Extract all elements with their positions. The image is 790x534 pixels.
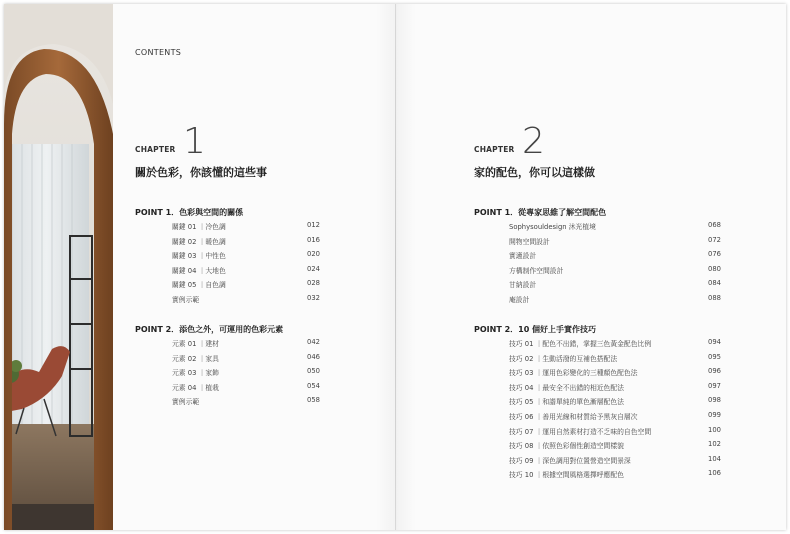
point-1-title: POINT 1．從專家思維了解空間配色 xyxy=(474,208,607,217)
toc-entry-label: 實適設計 xyxy=(509,252,537,261)
toc-entry-page: 076 xyxy=(708,250,721,259)
toc-entry-label: 關鍵 03 ｜中性色 xyxy=(172,252,226,261)
toc-entry-label: 技巧 05 ｜和諧單純的單色漸層配色法 xyxy=(509,398,624,407)
toc-entry-label: 關鍵 04 ｜大地色 xyxy=(172,266,226,275)
chapter-1-heading xyxy=(135,116,255,162)
chapter-word: CHAPTER xyxy=(135,145,176,154)
toc-entry-label: 實例示範 xyxy=(172,398,200,407)
toc-entry-label: 元素 04 ｜植栽 xyxy=(172,383,219,392)
toc-entry-page: 068 xyxy=(708,221,721,229)
toc-entry[interactable] xyxy=(172,265,324,280)
toc-entry[interactable] xyxy=(509,440,724,455)
toc-entry-label: 技巧 10 ｜根據空間風格選擇呼應配色 xyxy=(509,471,624,480)
toc-entry-page: 088 xyxy=(708,293,721,302)
toc-entry-label: 方構制作空間設計 xyxy=(509,266,564,275)
toc-entry-page: 100 xyxy=(708,425,721,434)
toc-entry-page: 084 xyxy=(708,279,721,288)
toc-entry-label: 庵設計 xyxy=(509,295,530,304)
toc-entry-label: Sophysouldesign 沐光植境 xyxy=(509,223,596,231)
toc-entry-label: 元素 01 ｜建材 xyxy=(172,340,219,348)
point-1-title: POINT 1．色彩與空間的關係 xyxy=(135,208,244,217)
toc-entry-label: 關鍵 01 ｜冷色調 xyxy=(172,223,226,231)
toc-entry-page: 102 xyxy=(708,440,721,449)
toc-entry[interactable] xyxy=(172,236,324,251)
toc-entry-page: 099 xyxy=(708,410,721,419)
toc-entry[interactable] xyxy=(509,221,724,236)
chapter-word: CHAPTER xyxy=(474,145,515,154)
toc-entry[interactable] xyxy=(509,426,724,441)
toc-entry-page: 012 xyxy=(307,221,320,229)
chapter-2-title: 家的配色，你可以這樣做 xyxy=(474,166,595,179)
toc-entry-page: 080 xyxy=(708,264,721,273)
chapter-number: 1 xyxy=(183,121,206,162)
point-1-list xyxy=(172,221,324,309)
toc-entry[interactable] xyxy=(172,367,324,382)
toc-entry[interactable] xyxy=(509,294,724,309)
toc-entry[interactable] xyxy=(172,221,324,236)
toc-entry[interactable] xyxy=(172,382,324,397)
toc-entry[interactable] xyxy=(509,353,724,368)
toc-entry-page: 098 xyxy=(708,396,721,405)
toc-entry-label: 元素 02 ｜家具 xyxy=(172,354,219,363)
toc-entry-page: 046 xyxy=(307,352,320,361)
toc-entry-page: 050 xyxy=(307,367,320,376)
chapter-2-heading xyxy=(474,116,594,162)
toc-entry-page: 024 xyxy=(307,264,320,273)
toc-entry[interactable] xyxy=(509,250,724,265)
toc-entry-label: 技巧 02 ｜生動活潑的互補色搭配法 xyxy=(509,354,618,363)
point-2-title: POINT 2．添色之外，可運用的色彩元素 xyxy=(135,325,284,334)
toc-entry-page: 058 xyxy=(307,396,320,405)
toc-entry-page: 032 xyxy=(307,293,320,302)
toc-entry-page: 097 xyxy=(708,381,721,390)
toc-entry-label: 技巧 06 ｜善用光線和材質給予黑灰自層次 xyxy=(509,412,638,421)
toc-entry[interactable] xyxy=(172,250,324,265)
toc-entry[interactable] xyxy=(172,396,324,411)
contents-heading: CONTENTS xyxy=(135,48,182,57)
toc-entry-label: 元素 03 ｜家飾 xyxy=(172,369,219,378)
toc-entry-page: 104 xyxy=(708,454,721,463)
toc-entry-page: 016 xyxy=(307,235,320,244)
toc-entry[interactable] xyxy=(509,411,724,426)
toc-entry-label: 技巧 04 ｜最安全不出錯的相近色配法 xyxy=(509,383,624,392)
toc-entry-page: 020 xyxy=(307,250,320,259)
toc-entry-page: 042 xyxy=(307,338,320,346)
book-spread xyxy=(4,4,786,530)
toc-entry[interactable] xyxy=(509,469,724,484)
toc-entry[interactable] xyxy=(172,279,324,294)
toc-entry-label: 技巧 07 ｜運用自然素材打造不乏味的自色空間 xyxy=(509,427,652,436)
chapter-number: 2 xyxy=(522,121,545,162)
toc-entry-label: 甘納設計 xyxy=(509,281,537,290)
point-1-list xyxy=(509,221,724,309)
toc-entry[interactable] xyxy=(509,338,724,353)
toc-entry-page: 096 xyxy=(708,367,721,376)
toc-entry-page: 106 xyxy=(708,469,721,478)
toc-entry[interactable] xyxy=(509,455,724,470)
toc-entry[interactable] xyxy=(509,367,724,382)
toc-entry-label: 關鍵 02 ｜暖色調 xyxy=(172,237,226,246)
toc-entry-label: 實例示範 xyxy=(172,295,200,304)
toc-entry-page: 072 xyxy=(708,235,721,244)
toc-entry[interactable] xyxy=(509,236,724,251)
gutter-shadow xyxy=(376,4,416,530)
toc-entry-label: 技巧 09 ｜深色調用對位置營造空間景深 xyxy=(509,456,631,465)
toc-entry-label: 技巧 03 ｜運用色彩變化的三種顏色配色法 xyxy=(509,369,638,378)
point-2-list xyxy=(509,338,724,484)
chapter-1-title: 關於色彩，你該懂的這些事 xyxy=(135,166,267,179)
toc-entry[interactable] xyxy=(172,294,324,309)
toc-entry-page: 095 xyxy=(708,352,721,361)
point-2-title: POINT 2．10 個好上手實作技巧 xyxy=(474,325,597,334)
toc-entry-label: 開物空間設計 xyxy=(509,237,550,246)
toc-entry-page: 054 xyxy=(307,381,320,390)
toc-entry[interactable] xyxy=(509,396,724,411)
toc-entry[interactable] xyxy=(509,382,724,397)
toc-entry-label: 技巧 01 ｜配色不出錯，掌握三色黃金配色比例 xyxy=(509,340,652,348)
toc-entry-label: 關鍵 05 ｜自色調 xyxy=(172,281,226,290)
toc-entry-page: 028 xyxy=(307,279,320,288)
interior-photo xyxy=(4,4,113,530)
toc-entry-label: 技巧 08 ｜依照色彩個性創造空間樣貌 xyxy=(509,442,624,451)
toc-entry-page: 094 xyxy=(708,338,721,346)
point-2-list xyxy=(172,338,324,411)
toc-entry[interactable] xyxy=(172,338,324,353)
toc-entry[interactable] xyxy=(509,279,724,294)
toc-entry[interactable] xyxy=(172,353,324,368)
toc-entry[interactable] xyxy=(509,265,724,280)
gutter-line xyxy=(395,4,396,530)
